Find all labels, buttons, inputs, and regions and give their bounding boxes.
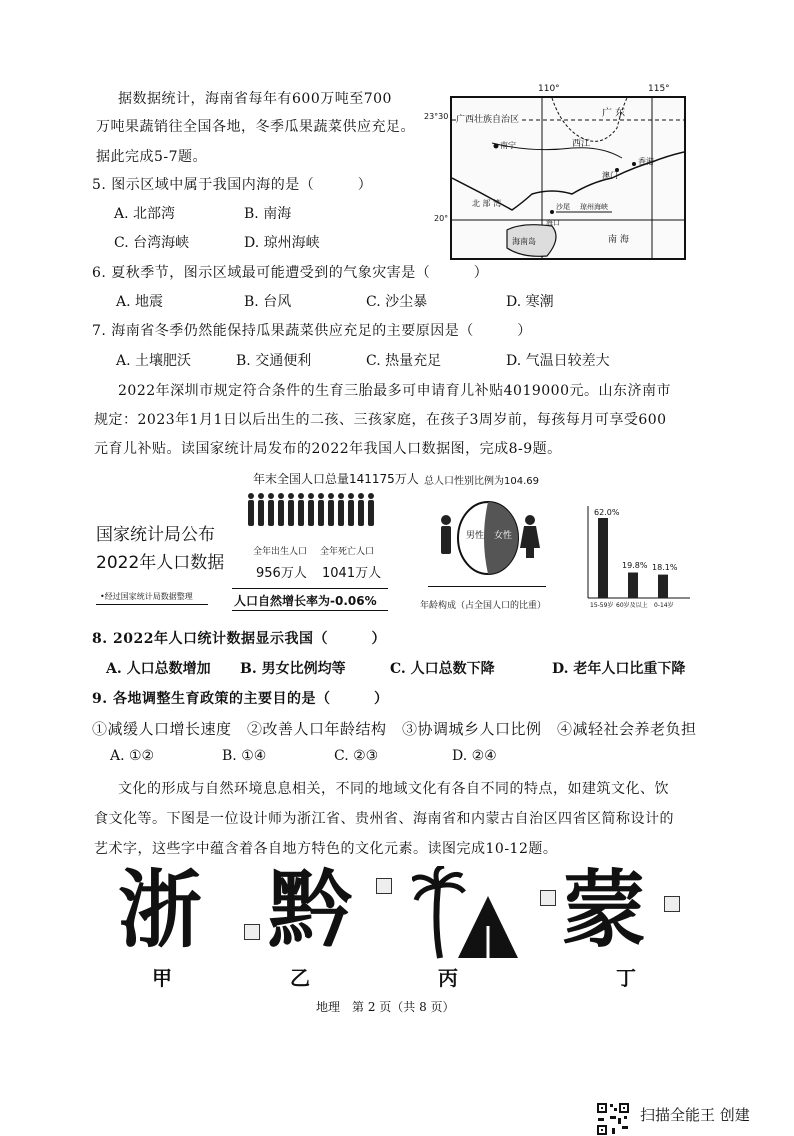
intro2-line1: 2022年深圳市规定符合条件的生育三胎最多可申请育儿补贴4019000元。山东济南市	[118, 383, 671, 399]
art-char-meng: 蒙	[562, 861, 647, 959]
intro1-line3: 据此完成5-7题。	[96, 149, 208, 165]
intro3-line3: 艺术字，这些字中蕴含着各自地方特色的文化元素。读图完成10-12题。	[94, 841, 558, 857]
map-label-region: 广西壮族自治区	[456, 112, 519, 125]
q6-stem: 6. 夏秋季节，图示区域最可能遭受到的气象灾害是（ ）	[92, 265, 489, 281]
age-bar-label-0: 62.0%	[594, 508, 620, 517]
art-char-zhe: 浙	[118, 861, 203, 959]
map-lon1: 110°	[538, 84, 560, 94]
q8-option-b[interactable]: B. 男女比例均等	[240, 661, 346, 677]
seal-icon	[244, 924, 260, 940]
map-label-southsea: 南 海	[608, 235, 629, 245]
age-cat-0: 15-59岁	[590, 602, 614, 609]
page-number: 地理 第 2 页（共 8 页）	[316, 1000, 455, 1014]
q5-option-c[interactable]: C. 台湾海峡	[114, 235, 190, 251]
infographic-pub1: 国家统计局公布	[96, 525, 215, 545]
natural-rule-bottom	[232, 610, 388, 611]
age-cat-2: 0-14岁	[654, 602, 674, 609]
q8-option-a[interactable]: A. 人口总数增加	[106, 661, 211, 677]
q8-option-d[interactable]: D. 老年人口比重下降	[552, 661, 686, 677]
age-bar-0	[598, 518, 608, 598]
q6-option-c[interactable]: C. 沙尘暴	[366, 294, 428, 310]
q7-stem: 7. 海南省冬季仍然能保持瓜果蔬菜供应充足的主要原因是（ ）	[92, 323, 532, 339]
map-label-macau: 澳门	[602, 171, 618, 180]
q9-option-c[interactable]: C. ②③	[334, 748, 379, 764]
regional-map	[450, 96, 686, 260]
scanner-watermark: 扫描全能王 创建	[640, 1106, 750, 1124]
infographic-pub2: 2022年人口数据	[96, 553, 225, 573]
label-yi: 乙	[290, 966, 310, 990]
intro3-line2: 食文化等。下图是一位设计师为浙江省、贵州省、海南省和内蒙古自治区四省区简称设计的	[94, 811, 674, 827]
label-ding: 丁	[616, 966, 636, 990]
infographic-sub: •经过国家统计局数据整理	[100, 592, 193, 601]
infographic-sub-rule	[96, 604, 208, 605]
age-bar-chart	[584, 502, 694, 612]
q5-stem: 5. 图示区域中属于我国内海的是（ ）	[92, 177, 373, 193]
male-label: 男性	[466, 531, 485, 541]
people-icons	[246, 492, 382, 528]
intro1-line2: 万吨果蔬销往全国各地，冬季瓜果蔬菜供应充足。	[96, 119, 415, 135]
sex-rule	[428, 586, 546, 587]
q7-option-a[interactable]: A. 土壤肥沃	[116, 353, 192, 369]
q7-option-d[interactable]: D. 气温日较差大	[506, 353, 610, 369]
qr-code-icon	[596, 1102, 630, 1136]
q9-items: ①减缓人口增长速度 ②改善人口年龄结构 ③协调城乡人口比例 ④减轻社会养老负担	[92, 720, 697, 738]
q6-option-a[interactable]: A. 地震	[116, 294, 164, 310]
map-label-haikou: 海口	[546, 219, 560, 227]
sex-ratio-graphic	[436, 498, 540, 578]
map-lon2: 115°	[648, 84, 670, 94]
age-cat-1: 60岁及以上	[616, 602, 648, 609]
palm-tree-icon	[412, 866, 532, 962]
infographic-total: 年末全国人口总量141175万人	[253, 472, 419, 486]
q6-option-d[interactable]: D. 寒潮	[506, 294, 554, 310]
age-bar-label-2: 18.1%	[652, 563, 678, 572]
q6-option-b[interactable]: B. 台风	[244, 294, 292, 310]
intro2-line3: 元育儿补贴。读国家统计局发布的2022年我国人口数据图，完成8-9题。	[94, 441, 562, 457]
birth-label: 全年出生人口	[253, 547, 308, 557]
q5-option-a[interactable]: A. 北部湾	[114, 206, 176, 222]
map-label-xijiang: 西江	[572, 139, 591, 149]
map-label-strait: 琼州海峡	[580, 203, 608, 211]
seal-icon	[376, 878, 392, 894]
age-bar-label-1: 19.8%	[622, 561, 648, 570]
death-value: 1041万人	[322, 566, 382, 581]
q9-option-b[interactable]: B. ①④	[222, 748, 267, 764]
natural-rule	[232, 588, 388, 589]
intro1-line1: 据数据统计，海南省每年有600万吨至700	[118, 91, 392, 107]
map-label-nanning: 南宁	[500, 141, 516, 150]
q8-stem: 8. 2022年人口统计数据显示我国（ ）	[92, 631, 386, 647]
age-bar-1	[628, 573, 638, 599]
natural-growth: 人口自然增长率为-0.06%	[234, 594, 377, 608]
map-lat2: 20°	[434, 214, 449, 223]
map-label-hongkong: 香港	[638, 157, 654, 166]
label-bing: 丙	[438, 966, 458, 990]
map-lat1: 23°30	[424, 112, 449, 121]
intro2-line2: 规定：2023年1月1日以后出生的二孩、三孩家庭，在孩子3周岁前，每孩每月可享受600	[94, 412, 667, 428]
art-char-qian: 黔	[268, 861, 353, 959]
q7-option-b[interactable]: B. 交通便利	[236, 353, 312, 369]
death-label: 全年死亡人口	[320, 547, 375, 557]
q9-option-d[interactable]: D. ②④	[452, 748, 497, 764]
q5-option-b[interactable]: B. 南海	[244, 206, 292, 222]
q7-option-c[interactable]: C. 热量充足	[366, 353, 442, 369]
age-title: 年龄构成（占全国人口的比重）	[420, 601, 547, 611]
label-jia: 甲	[152, 966, 172, 990]
map-label-beibuwan: 北 部 湾	[472, 199, 502, 208]
q5-option-d[interactable]: D. 琼州海峡	[244, 235, 320, 251]
intro3-line1: 文化的形成与自然环境息息相关，不同的地域文化有各自不同的特点，如建筑文化、饮	[118, 781, 669, 797]
sex-ratio: 总人口性别比例为104.69	[424, 476, 539, 487]
map-label-shaxia: 沙尾	[556, 203, 570, 211]
q9-stem: 9. 各地调整生育政策的主要目的是（ ）	[92, 691, 389, 707]
q9-option-a[interactable]: A. ①②	[110, 748, 155, 764]
birth-value: 956万人	[256, 566, 307, 581]
age-bar-2	[658, 575, 668, 598]
q8-option-c[interactable]: C. 人口总数下降	[390, 661, 495, 677]
seal-icon	[540, 890, 556, 906]
map-label-hainan: 海南岛	[512, 237, 536, 246]
map-label-guangdong: 广 东	[602, 108, 626, 119]
seal-icon	[664, 896, 680, 912]
female-label: 女性	[494, 531, 513, 541]
